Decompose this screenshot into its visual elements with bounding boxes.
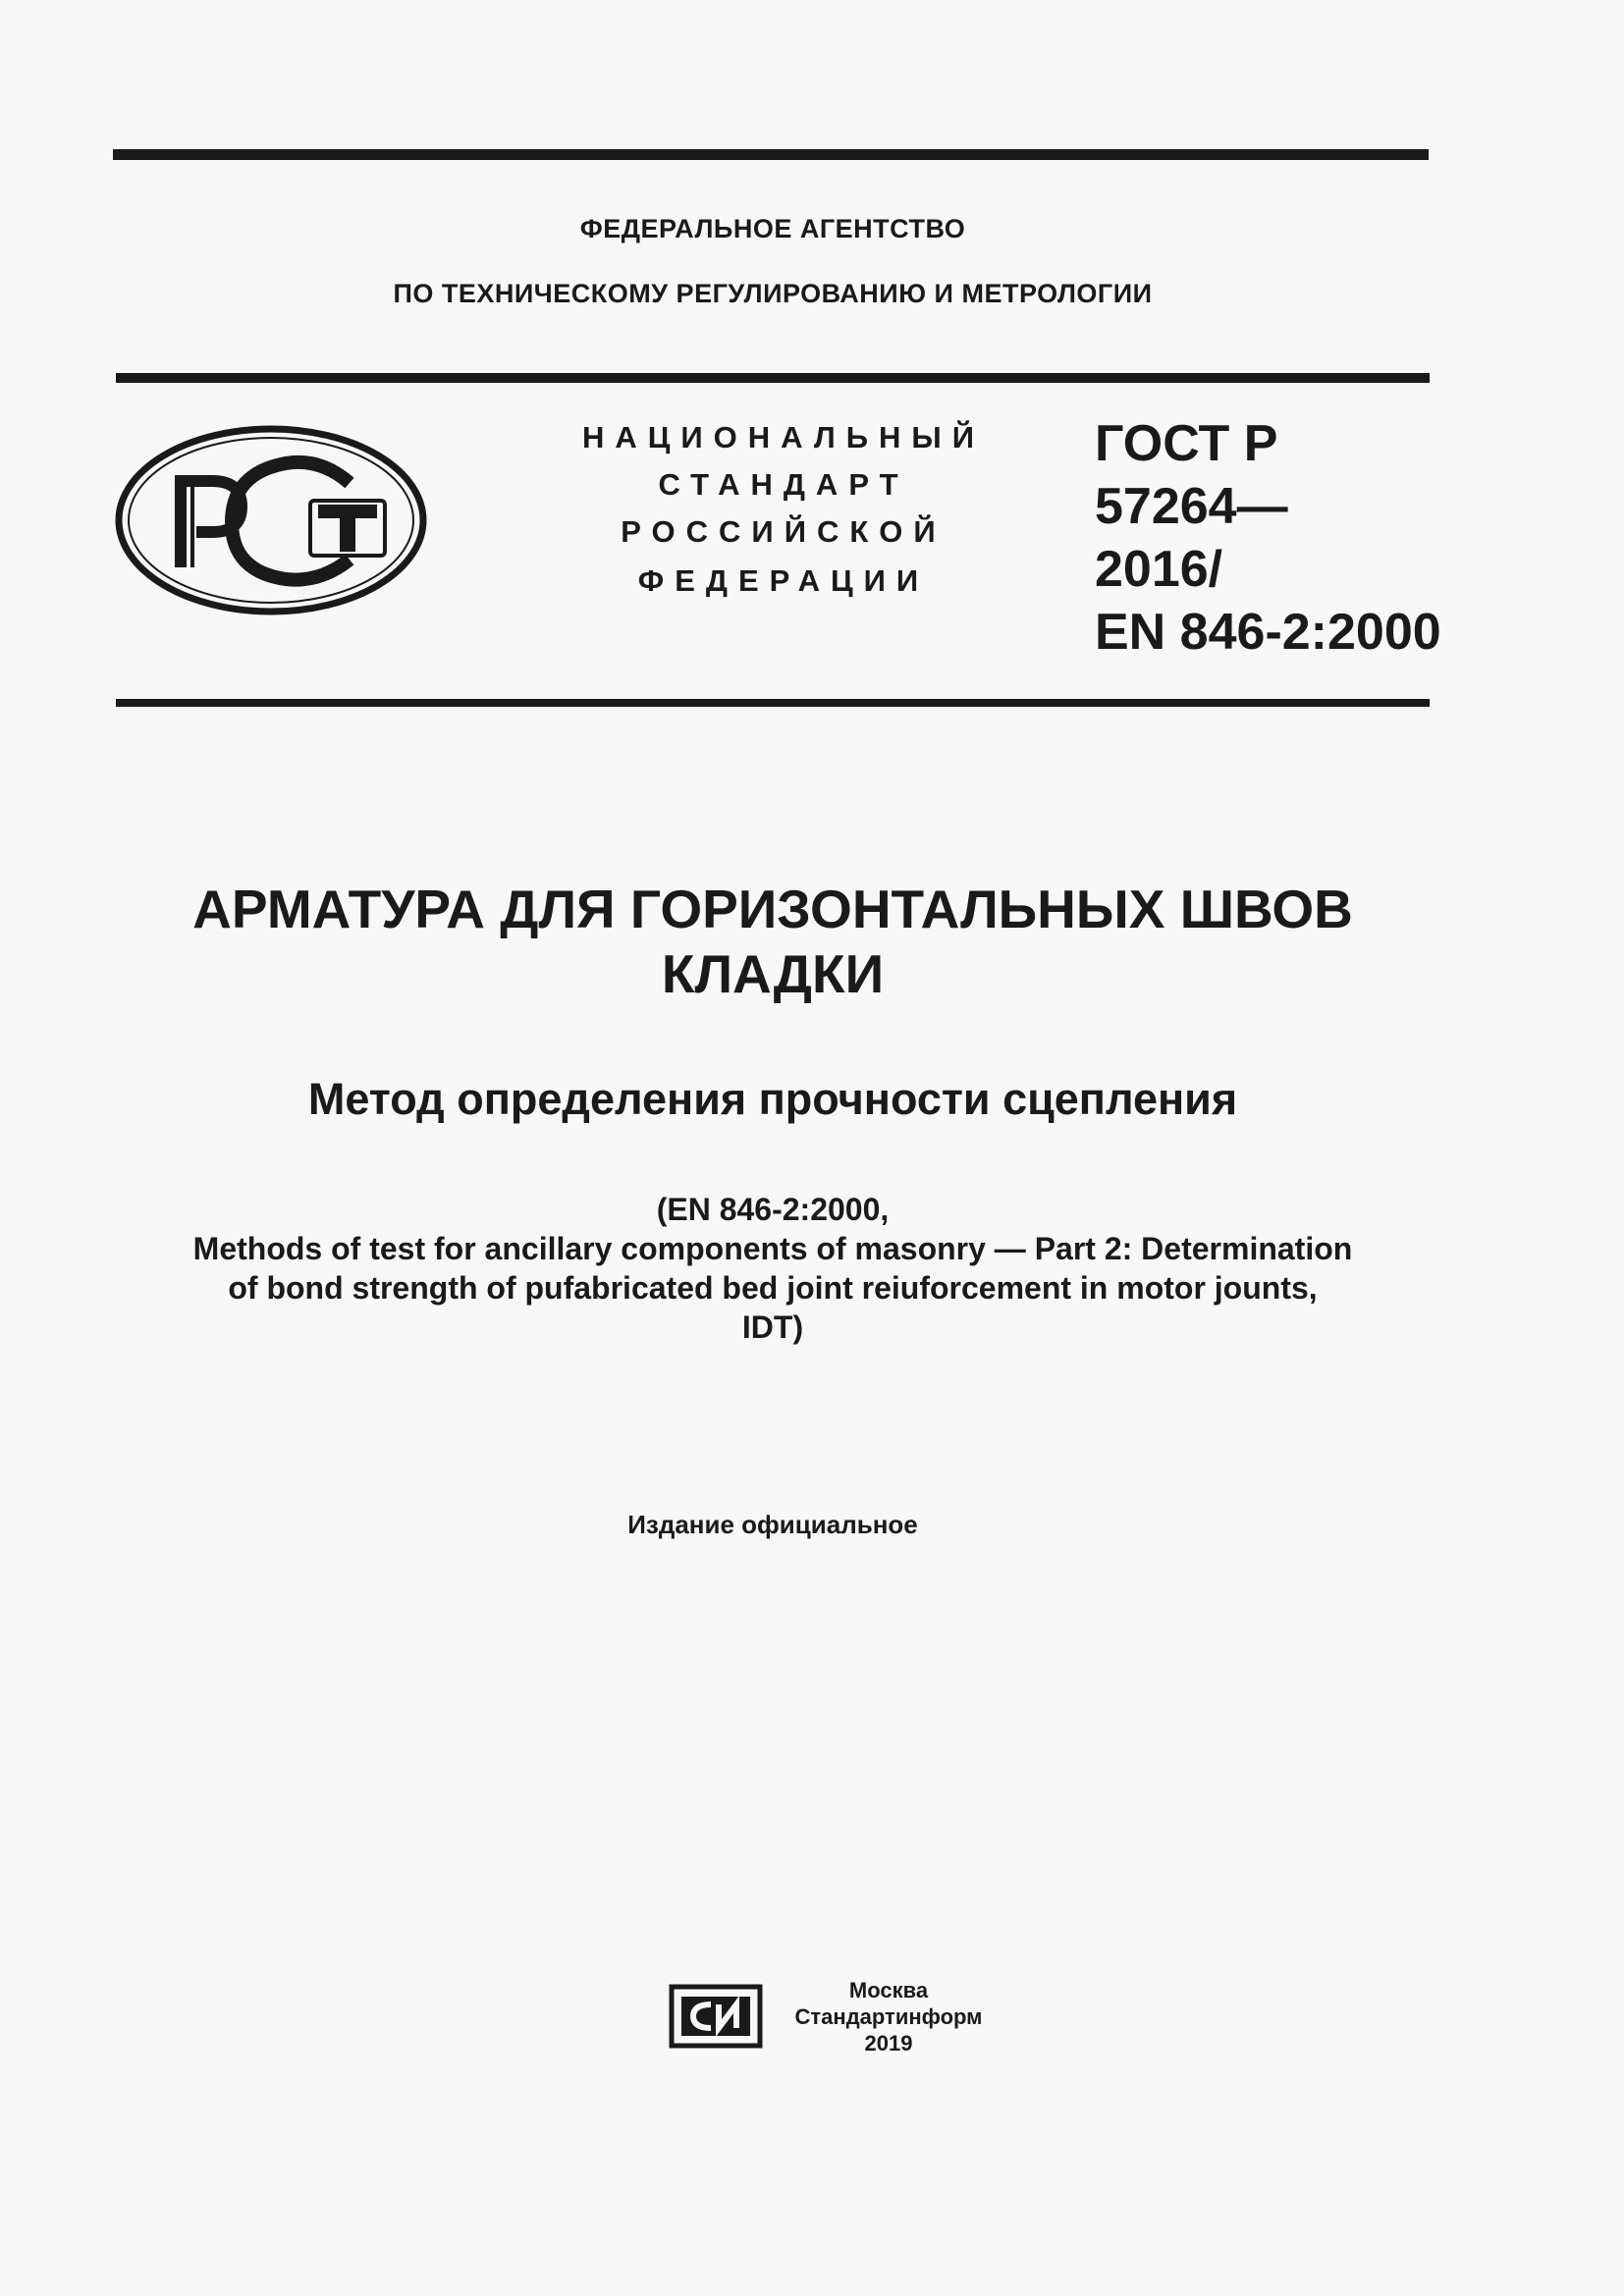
national-line-4: ФЕДЕРАЦИИ [637,563,930,598]
title-line-1: АРМАТУРА ДЛЯ ГОРИЗОНТАЛЬНЫХ ШВОВ [192,879,1353,939]
gost-line-1: ГОСТ Р [1095,415,1278,472]
national-line-3: РОССИЙСКОЙ [621,514,947,549]
gost-line-3: 2016/ [1095,541,1223,598]
gost-r-logo-icon [114,422,428,618]
top-rule [113,149,1429,160]
title-line-2: КЛАДКИ [661,943,885,1004]
gost-designation [1095,412,1441,664]
subtitle: Метод определения прочности сцепления [307,1074,1238,1124]
standartinform-logo-icon [668,1983,764,2050]
publisher-year: 2019 [864,2031,913,2056]
en-reference-line-4: IDT) [741,1309,804,1345]
gost-line-4: EN 846-2:2000 [1095,604,1441,661]
standard-block-rule [116,699,1430,707]
publisher-city: Москва [848,1978,929,2002]
national-line-2: СТАНДАРТ [658,467,909,502]
header-rule [116,373,1430,383]
publisher-name: Стандартинформ [794,2004,983,2029]
en-reference-line-2: Methods of test for ancillary components of masonry — Part 2: Determination [192,1231,1353,1266]
agency-line-2: ПО ТЕХНИЧЕСКОМУ РЕГУЛИРОВАНИЮ И МЕТРОЛОГИИ [393,279,1153,308]
edition-label: Издание официальное [627,1510,918,1539]
en-reference-line-3: of bond strength of pufabricated bed joint reiuforcement in motor jounts, [228,1270,1318,1306]
gost-line-2: 57264— [1095,478,1288,535]
en-reference-line-1: (EN 846-2:2000, [656,1192,890,1227]
agency-line-1: ФЕДЕРАЛЬНОЕ АГЕНТСТВО [579,214,966,243]
publisher-block [776,1977,1001,2056]
national-line-1: НАЦИОНАЛЬНЫЙ [581,420,986,454]
